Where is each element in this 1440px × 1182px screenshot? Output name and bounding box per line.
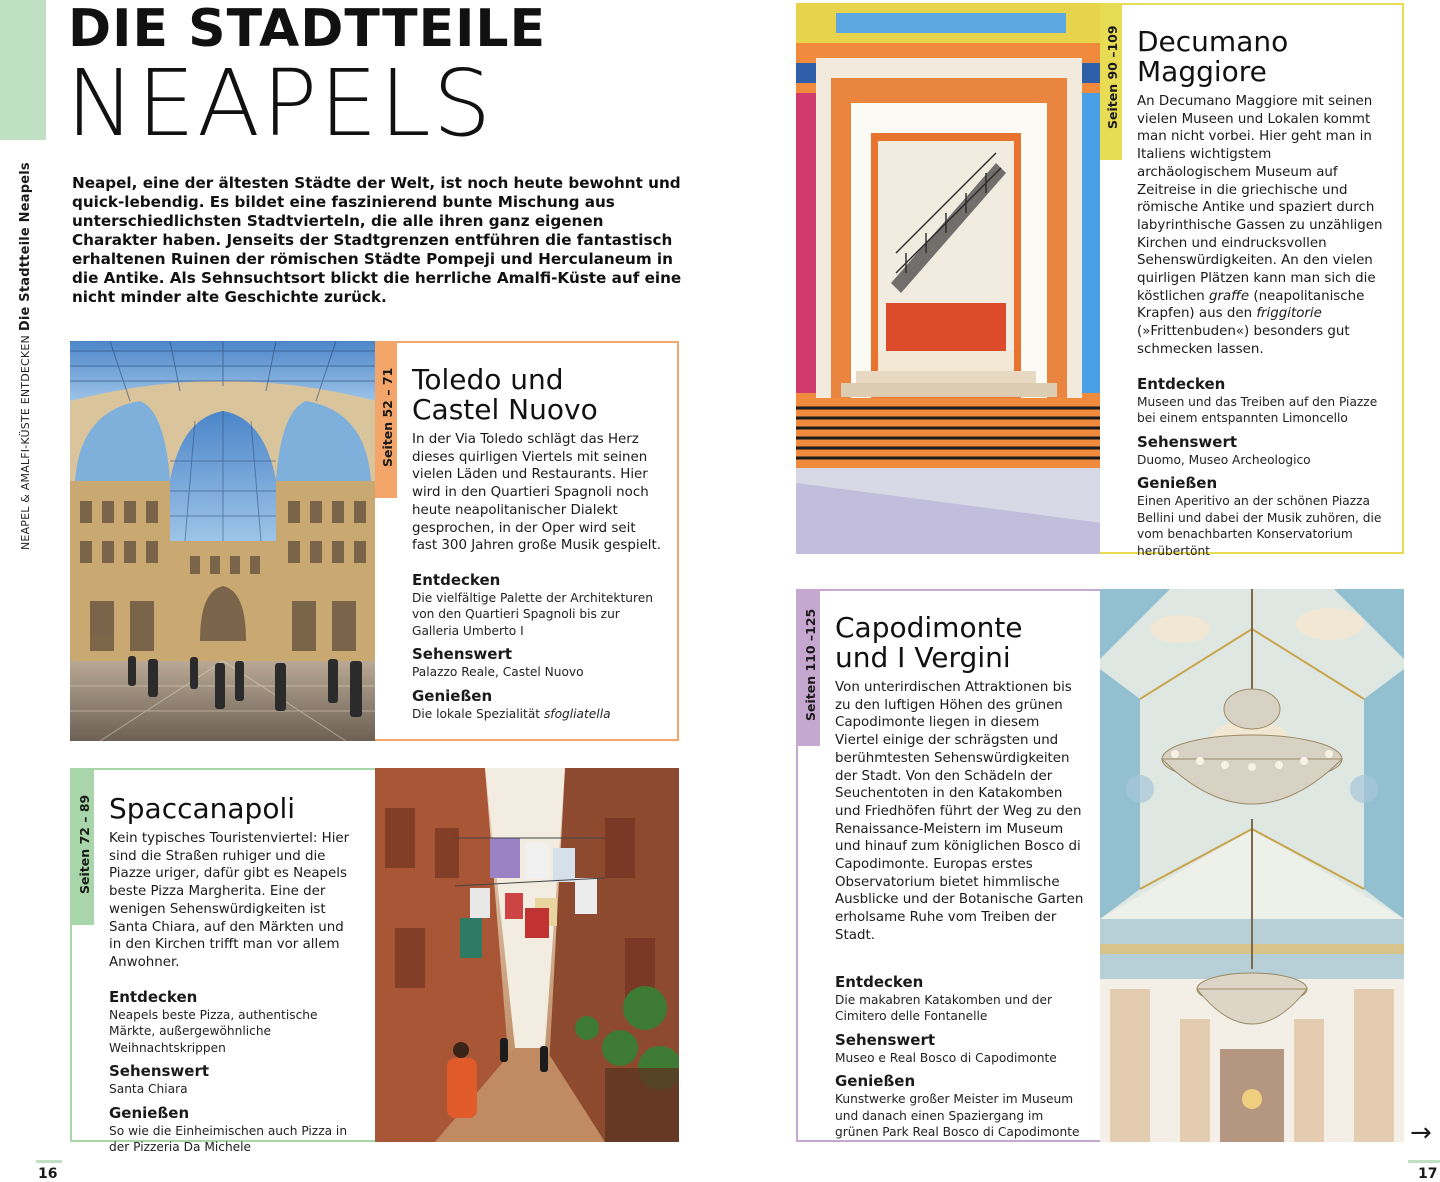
value-entdecken-toledo: Die vielfältige Palette der Architekturen von den Quartieri Spagnoli bis zur Galleria Umberto I	[412, 590, 653, 638]
running-header	[10, 150, 40, 550]
photo-capodimonte-chandelier	[1100, 589, 1404, 1142]
heading-toledo-line2: Castel Nuovo	[412, 393, 598, 426]
value-geniessen-toledo	[412, 706, 662, 723]
heading-capo-line2: und I Vergini	[835, 641, 1011, 674]
value-geniessen-spacca: So wie die Einheimischen auch Pizza in der Pizzeria Da Michele	[109, 1123, 348, 1155]
label-sehenswert-decumano: Sehenswert	[1137, 432, 1238, 451]
value-entdecken-spacca: Neapels beste Pizza, authentische Märkte, außergewöhnliche Weihnachtskrippen	[109, 1007, 318, 1055]
photo-galleria-umberto	[70, 341, 376, 741]
value-geniessen-toledo-text: Die lokale Spezialität	[412, 706, 544, 721]
heading-toledo	[412, 365, 662, 425]
page-ref-toledo: Seiten 52 – 71	[380, 367, 395, 467]
intro-paragraph: Neapel, eine der ältesten Städte der Welt, ist noch heute bewohnt und quick-lebendig. Es bildet eine faszinierend bunte Mischung aus unterschiedlichsten Stadtvierteln, die alle ihren ganz eigenen Charakter haben. Jenseits der Stadtgrenzen entführen die fantastisch erhaltenen Ruinen der römischen Städte Pompeji und Herculaneum in die Antike. Als Sehnsuchtsort blickt die herrliche Amalfi-Küste auf eine nicht minder alte Geschichte zurück.	[72, 174, 682, 306]
page-number-right-rule	[1408, 1160, 1440, 1163]
page-ref-spaccanapoli: Seiten 72 – 89	[77, 794, 92, 894]
page-ref-decumano: Seiten 90 –109	[1105, 25, 1120, 129]
body-decumano-italic1: graffe	[1208, 288, 1250, 304]
page-title-line2	[66, 50, 494, 157]
arrow-right-icon: →	[1410, 1118, 1432, 1148]
label-sehenswert-spacca: Sehenswert	[109, 1062, 210, 1081]
page-number-left: 16	[38, 1166, 58, 1182]
value-geniessen-capo: Kunstwerke großer Meister im Museum und danach einen Spaziergang im grünen Park Real Bosco di Capodimonte	[835, 1092, 1080, 1140]
label-geniessen-capo: Genießen	[835, 1072, 916, 1091]
value-sehenswert-spacca: Santa Chiara	[109, 1082, 188, 1097]
running-header-chapter: Die Stadtteile Neapels	[17, 162, 33, 332]
body-decumano-part2: (neapolitanische Krapfen) aus den	[1137, 288, 1365, 322]
label-entdecken-spacca: Entdecken	[109, 987, 198, 1006]
heading-capodimonte	[835, 613, 1087, 673]
body-spaccanapoli: Kein typisches Touristenviertel: Hier sind die Straßen ruhiger und die Piazze uriger, dafür gibt es Neapels beste Pizza Margherita. Eine der wenigen Sehenswürdigkeiten ist Santa Chiara, auf den Märkten und in den Kirchen trifft man vor allem Anwohner.	[109, 831, 350, 970]
label-entdecken-decumano: Entdecken	[1137, 374, 1226, 393]
label-sehenswert-capo: Sehenswert	[835, 1030, 936, 1049]
page-ref-toledo-strip	[375, 343, 397, 498]
value-entdecken-decumano: Museen und das Treiben auf den Piazze bei einem entspannten Limoncello	[1137, 394, 1378, 426]
page-ref-decumano-strip	[1100, 5, 1122, 160]
value-geniessen-toledo-italic: sfogliatella	[543, 706, 611, 721]
photo-decumano-installation	[796, 3, 1102, 554]
running-header-book: NEAPEL & AMALFI-KÜSTE ENTDECKEN	[18, 335, 32, 550]
value-sehenswert-capo: Museo e Real Bosco di Capodimonte	[835, 1050, 1057, 1065]
label-entdecken-capo: Entdecken	[835, 972, 924, 991]
card-capodimonte	[796, 589, 1102, 1142]
body-decumano-part3: (»Frittenbuden«) besonders gut schmecken lassen.	[1137, 324, 1350, 357]
section-color-tab	[0, 0, 46, 140]
page-title-line2-text: NEAPELS	[66, 50, 494, 157]
heading-decumano-line1: Decumano	[1137, 25, 1289, 58]
label-sehenswert-toledo: Sehenswert	[412, 645, 513, 664]
heading-decumano	[1137, 27, 1389, 87]
card-toledo	[375, 341, 679, 741]
label-entdecken-toledo: Entdecken	[412, 570, 501, 589]
value-geniessen-decumano: Einen Aperitivo an der schönen Piazza Bellini und dabei der Musik zuhören, die vom benachbarten Konservatorium herübertönt	[1137, 494, 1382, 558]
value-sehenswert-toledo: Palazzo Reale, Castel Nuovo	[412, 665, 584, 680]
label-geniessen-toledo: Genießen	[412, 686, 493, 705]
card-decumano	[1100, 3, 1404, 558]
body-decumano-italic2: friggitorie	[1256, 306, 1322, 322]
heading-capo-line1: Capodimonte	[835, 611, 1023, 644]
page-ref-capo-strip	[798, 591, 820, 746]
heading-spaccanapoli: Spaccanapoli	[109, 792, 296, 825]
label-geniessen-spacca: Genießen	[109, 1103, 190, 1122]
heading-decumano-line2: Maggiore	[1137, 55, 1267, 88]
body-capodimonte: Von unterirdischen Attraktionen bis zu den luftigen Höhen des grünen Capodimonte liegen in diesem Viertel einige der schrägsten und berühmtesten Sehenswürdigkeiten der Stadt. Von den Schädeln der Seuchentoten in den Katakomben und Friedhöfen führt der Weg zu den Renaissance-Meistern im Museum und hinauf zum königlichen Bosco di Capodimonte. Europas erstes Observatorium bietet himmlische Ausblicke und der Botanische Garten erholsame Ruhe vom Treiben der Stadt.	[835, 680, 1084, 943]
heading-toledo-line1: Toledo und	[412, 363, 564, 396]
label-geniessen-decumano: Genießen	[1137, 474, 1218, 493]
page-title-line1: DIE STADTTEILE	[68, 0, 547, 59]
body-toledo: In der Via Toledo schlägt das Herz dieses quirligen Viertels mit seinen vielen Läden und Restaurants. Hier wird in den Quartieri Spagnoli noch heute neapolitanischer Dialekt gesprochen, in der Oper wird seit fast 300 Jahren große Musik gespielt.	[412, 432, 662, 554]
value-entdecken-capo: Die makabren Katakomben und der Cimitero delle Fontanelle	[835, 992, 1052, 1024]
value-sehenswert-decumano: Duomo, Museo Archeologico	[1137, 452, 1311, 467]
card-spaccanapoli	[70, 768, 376, 1155]
page-ref-spacca-strip	[72, 770, 94, 925]
body-decumano-part1: An Decumano Maggiore mit seinen vielen Museen und Lokalen kommt man nicht vorbei. Hier geht man in Italiens wichtigstem archäologischem Museum auf Zeitreise in die griechische und römische Antike und spaziert durch labyrinthische Gassen zu unzähligen Kirchen und eindrucksvollen Sehenswürdigkeiten. An den vielen quirligen Plätzen kann man sich die köstlichen	[1137, 94, 1383, 304]
page-number-right: 17	[1418, 1166, 1438, 1182]
page-number-left-rule	[36, 1160, 62, 1163]
body-decumano	[1137, 93, 1389, 359]
photo-spaccanapoli-alley	[375, 768, 679, 1142]
page-ref-capodimonte: Seiten 110 –125	[803, 608, 818, 721]
